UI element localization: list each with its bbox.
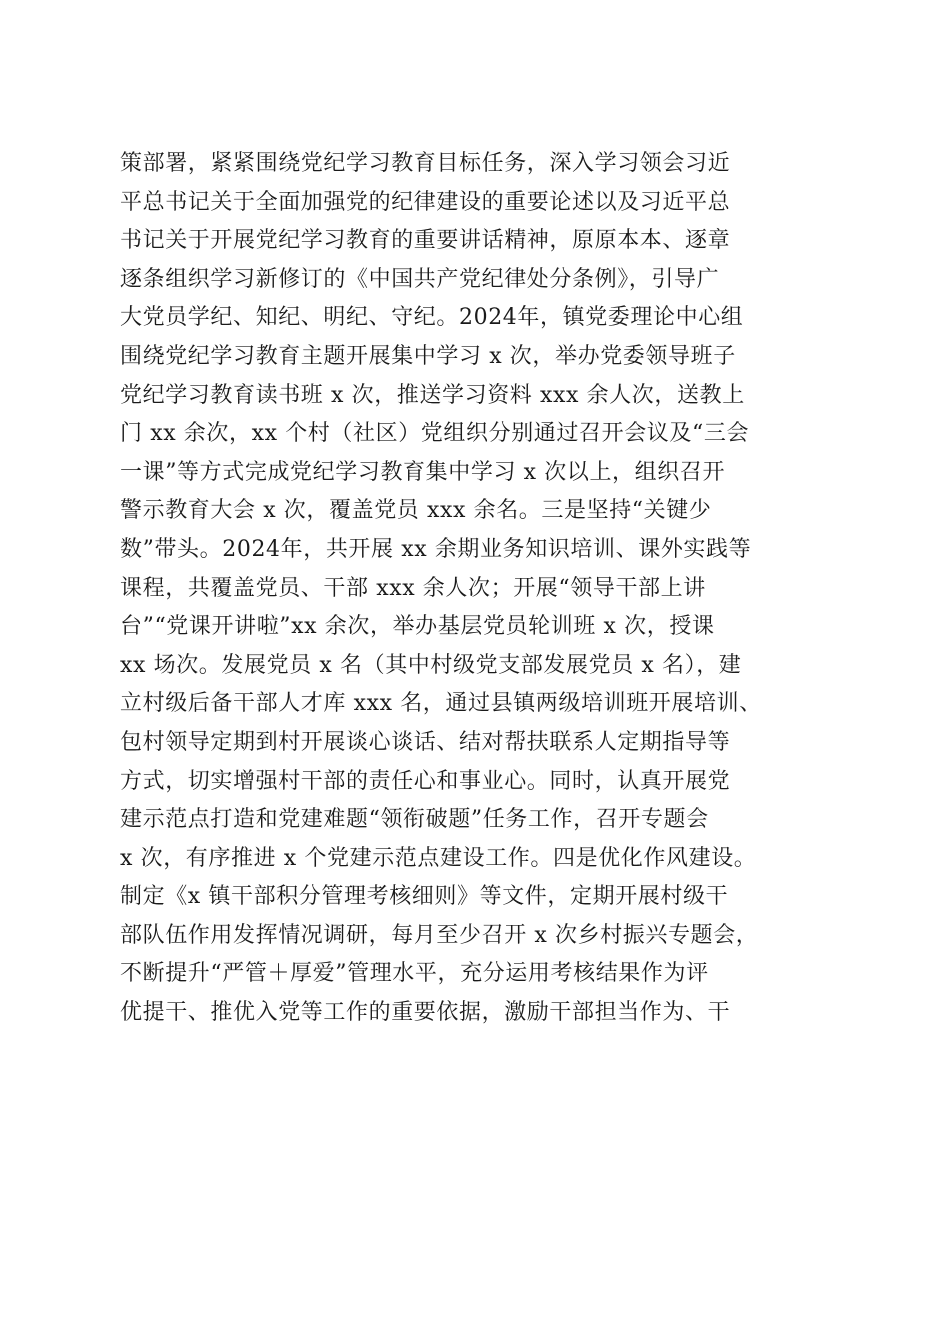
text-line: 课程，共覆盖党员、干部 xxx 余人次；开展“领导干部上讲 — [120, 575, 706, 601]
text-line: 台”“党课开讲啦”xx 余次，举办基层党员轮训班 x 次，授课 — [120, 614, 715, 640]
text-line: 平总书记关于全面加强党的纪律建设的重要论述以及习近平总 — [120, 189, 731, 215]
text-line: 建示范点打造和党建难题“领衔破题”任务工作，召开专题会 — [120, 807, 709, 833]
text-line: 书记关于开展党纪学习教育的重要讲话精神，原原本本、逐章 — [120, 228, 731, 254]
text-line: 门 xx 余次，xx 个村（社区）党组织分别通过召开会议及“三会 — [120, 421, 750, 447]
text-line: 立村级后备干部人才库 xxx 名，通过县镇两级培训班开展培训、 — [120, 691, 762, 717]
body-paragraph — [120, 145, 860, 1033]
text-line: 警示教育大会 x 次，覆盖党员 xxx 余名。三是坚持“关键少 — [120, 498, 712, 524]
text-line: 大党员学纪、知纪、明纪、守纪。2024年，镇党委理论中心组 — [120, 305, 744, 331]
text-line: 制定《x 镇干部积分管理考核细则》等文件，定期开展村级干 — [120, 884, 729, 910]
text-line: 方式，切实增强村干部的责任心和事业心。同时，认真开展党 — [120, 768, 731, 794]
text-line: 党纪学习教育读书班 x 次，推送学习资料 xxx 余人次，送教上 — [120, 382, 745, 408]
text-line: 数”带头。2024年，共开展 xx 余期业务知识培训、课外实践等 — [120, 536, 752, 562]
text-line: 不断提升“严管＋厚爱”管理水平，充分运用考核结果作为评 — [120, 961, 709, 987]
text-line: 包村领导定期到村开展谈心谈话、结对帮扶联系人定期指导等 — [120, 729, 731, 755]
text-line: 一课”等方式完成党纪学习教育集中学习 x 次以上，组织召开 — [120, 459, 726, 485]
text-line: 围绕党纪学习教育主题开展集中学习 x 次，举办党委领导班子 — [120, 343, 736, 369]
text-line: 优提干、推优入党等工作的重要依据，激励干部担当作为、干 — [120, 1000, 731, 1026]
text-line: 逐条组织学习新修订的《中国共产党纪律处分条例》，引导广 — [120, 266, 720, 292]
text-line: 策部署，紧紧围绕党纪学习教育目标任务，深入学习领会习近 — [120, 151, 731, 176]
text-line: 部队伍作用发挥情况调研，每月至少召开 x 次乡村振兴专题会， — [120, 922, 759, 948]
text-line: x 次，有序推进 x 个党建示范点建设工作。四是优化作风建设。 — [120, 845, 757, 871]
text-line: xx 场次。发展党员 x 名（其中村级党支部发展党员 x 名），建 — [120, 652, 742, 678]
